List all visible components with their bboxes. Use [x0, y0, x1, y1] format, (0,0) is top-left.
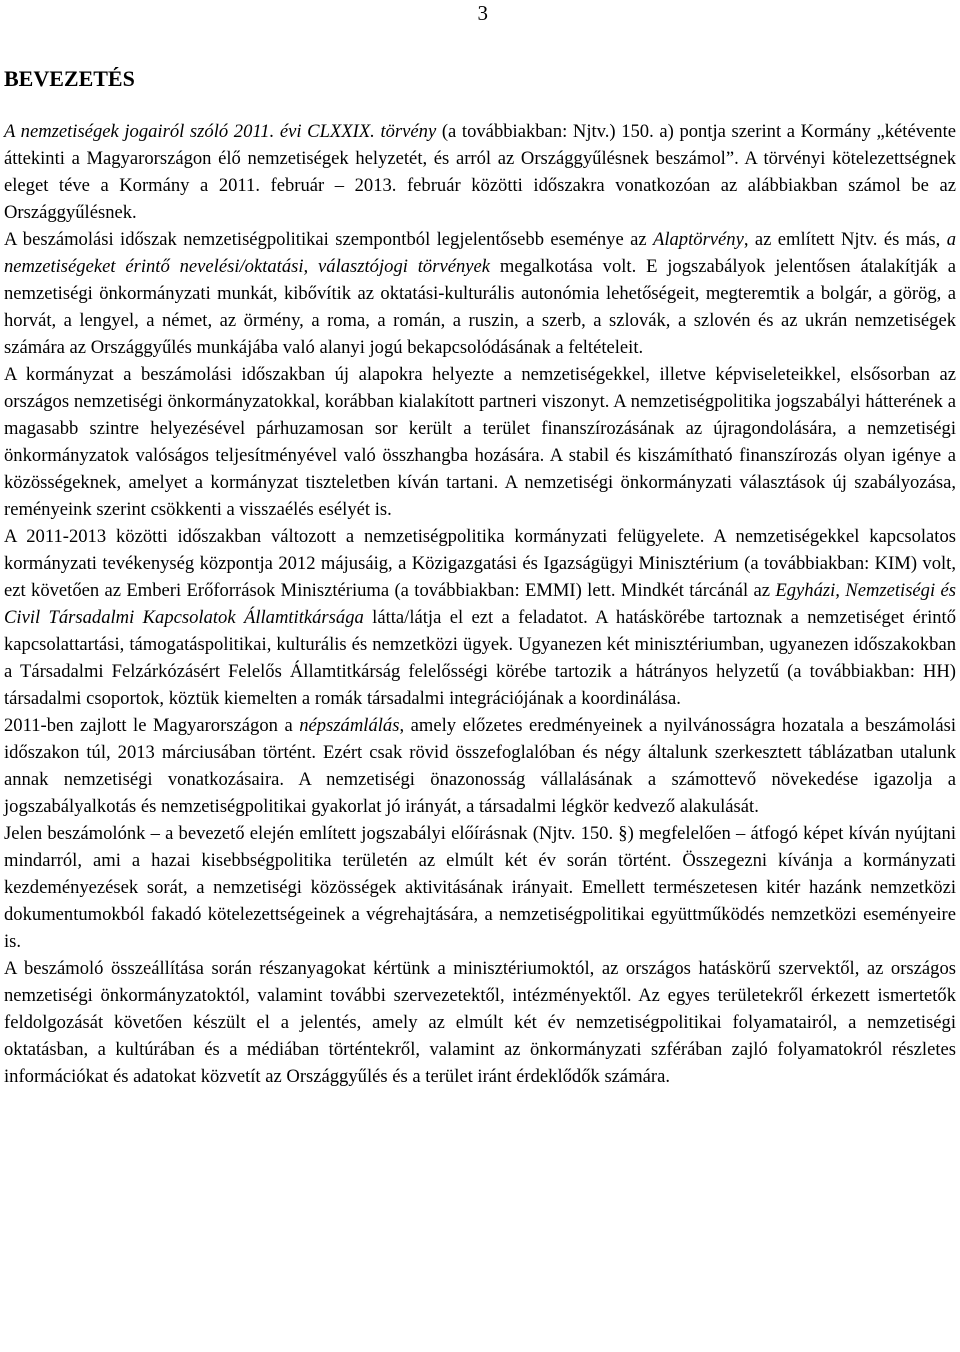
- body-text: A 2011-2013 közötti időszakban változott a nemzetiségpolitika kormányzati felügyelete. A nemzetiségekkel kapcsolatos kormányzati tevékenység központja 2012 májusáig, a Közigazgatási és Igazságügyi Minisztérium (a továbbiakban: KIM) volt, ezt követően az Emberi Erőforrások Minisztériuma (a továbbiakban: EMMI) lett. Mindkét tárcánál az: [4, 526, 956, 601]
- body-text: megalkotása volt. E jogszabályok jelentősen átalakítják a nemzetiségi önkormányzati munkát, kibővítik az oktatási-kulturális autonómia lehetőségeit, megteremtik a bolgár, a görög, a horvát, a lengyel, a német, az örmény, a roma, a román, a ruszin, a szerb, a szlovák, a szlovén és az ukrán nemzetiségek számára az Országgyűlés munkájába való alanyi jogú bekapcsolódásának a feltételeit.: [4, 256, 956, 358]
- paragraph: [4, 820, 956, 955]
- paragraph: [4, 712, 956, 820]
- paragraph: [4, 118, 956, 226]
- body-text: 2011-ben zajlott le Magyarországon a: [4, 715, 300, 736]
- italic-text: A nemzetiségek jogairól szóló 2011. évi CLXXIX. törvény: [4, 121, 437, 142]
- body-text: , amely előzetes eredményeinek a nyilvánosságra hozatala a beszámolási időszakon túl, 2013 márciusában történt. Ezért csak rövid összefoglalóban és négy általunk szerkesztett táblázatban utalunk annak nemzetiségi vonatkozásaira. A nemzetiségi önazonosság vállalásának a számottevő növekedése igazolja a jogszabályalkotás és nemzetiségpolitikai gyakorlat jó irányát, a társadalmi légkör kedvező alakulását.: [4, 715, 956, 817]
- body-text: látta/látja el ezt a feladatot. A hatáskörébe tartoznak a nemzetiséget érintő kapcsolattartási, támogatáspolitikai, kulturális és nemzetközi ügyek. Ugyanezen két minisztériumban, ugyanezen időszakokban a Társadalmi Felzárkózásért Felelős Államtitkárság felelősségi körébe tartozik a hátrányos helyzetű (a továbbiakban: HH) társadalmi csoportok, köztük kiemelten a romák társadalmi integrációjának a koordinálása.: [4, 607, 956, 709]
- body-text: A beszámoló összeállítása során részanyagokat kértünk a minisztériumoktól, az országos hatáskörű szervektől, az országos nemzetiségi önkormányzatoktól, valamint további szervezetektől, intézményektől. Az egyes területekről érkezett ismertetők feldolgozását követően készült el a jelentés, amely az elmúlt két év nemzetiségpolitikai folyamatairól, a nemzetiségi oktatásban, a kultúrában és a médiában történtekről, valamint az önkormányzati szférában zajló folyamatokról részletes információkat és adatokat közvetít az Országgyűlés és a terület iránt érdeklődők számára.: [4, 958, 956, 1087]
- italic-text: Egyházi, Nemzetiségi és Civil Társadalmi Kapcsolatok Államtitkársága: [4, 580, 956, 628]
- body-text: A kormányzat a beszámolási időszakban új alapokra helyezte a nemzetiségekkel, illetve képviseleteikkel, elsősorban az országos nemzetiségi önkormányzatokkal, korábban kialakított partneri viszonyt. A nemzetiségpolitika jogszabályi hátterének a magasabb szintre helyezésével párhuzamosan sor került a terület finanszírozásának az újragondolására, a nemzetiségi önkormányzatok valóságos teljesítményével való összhangba hozására. A stabil és kiszámítható finanszírozás olyan igénye a közösségeknek, amelyet a kormányzat tiszteletben kíván tartani. A nemzetiségi önkormányzati választások új szabályozása, reményeink szerint csökkenti a visszaélés esélyét is.: [4, 364, 956, 520]
- italic-text: népszámlálás: [299, 715, 400, 736]
- document-body: [4, 118, 956, 1090]
- section-heading: BEVEZETÉS: [4, 66, 135, 91]
- paragraph: [4, 226, 956, 361]
- body-text: A beszámolási időszak nemzetiségpolitikai szempontból legjelentősebb eseménye az: [4, 229, 653, 250]
- paragraph: [4, 361, 956, 523]
- paragraph: [4, 523, 956, 712]
- body-text: , az említett Njtv. és más,: [743, 229, 947, 250]
- body-text: (a továbbiakban: Njtv.) 150. a) pontja szerint a Kormány „kétévente áttekinti a Magyarországon élő nemzetiségek helyzetét, és arról az Országgyűlésnek beszámol”. A törvényi kötelezettségnek eleget téve a Kormány a 2011. február – 2013. február közötti időszakra vonatkozóan az alábbiakban számol be az Országgyűlésnek.: [4, 121, 956, 223]
- italic-text: a nemzetiségeket érintő nevelési/oktatási, választójogi törvények: [4, 229, 956, 277]
- body-text: Jelen beszámolónk – a bevezető elején említett jogszabályi előírásnak (Njtv. 150. §) megfelelően – átfogó képet kíván nyújtani mindarról, ami a hazai kisebbségpolitika területén az elmúlt két év során történt. Összegezni kívánja a kormányzati kezdeményezések sorát, a nemzetiségi közösségek aktivitásának irányait. Emellett természetesen kitér hazánk nemzetközi dokumentumokból fakadó kötelezettségeinek a végrehajtására, a nemzetiségpolitikai együttműködés nemzetközi eseményeire is.: [4, 823, 956, 952]
- page-number: 3: [477, 1, 488, 25]
- paragraph: [4, 955, 956, 1090]
- italic-text: Alaptörvény: [652, 229, 744, 250]
